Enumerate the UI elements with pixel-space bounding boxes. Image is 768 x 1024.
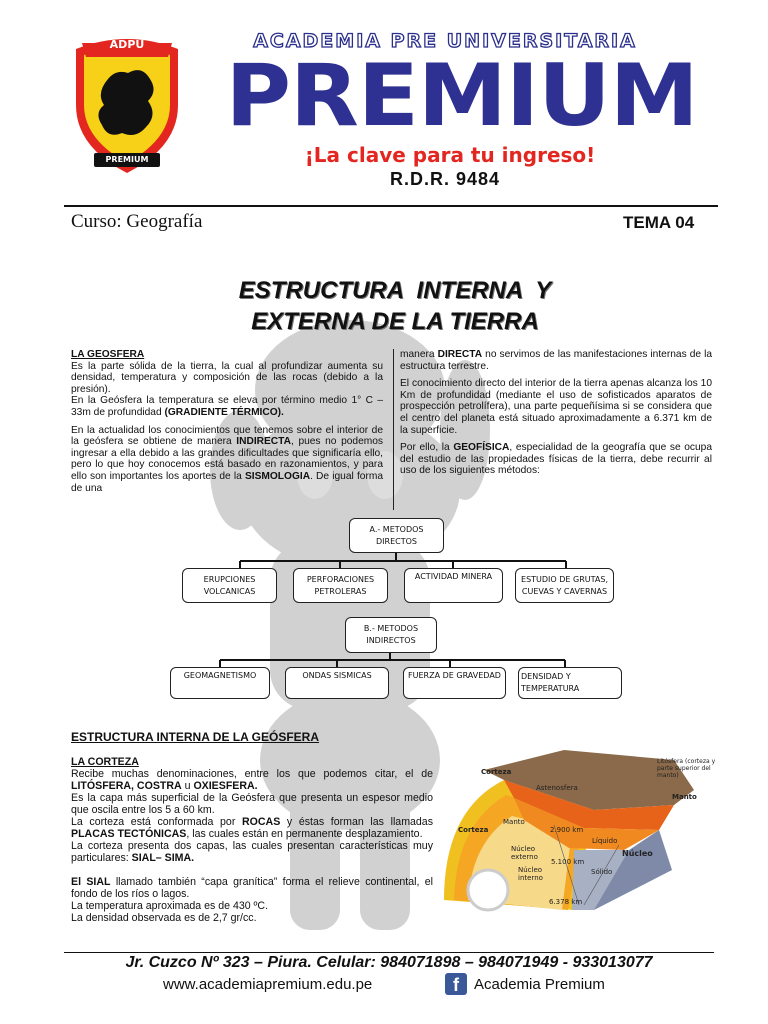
title-line-2: EXTERNA DE LA TIERRA — [251, 308, 539, 335]
adpu-shield-logo — [72, 35, 182, 175]
course-label: Curso: Geografía — [71, 211, 203, 232]
label-depth-5100: 5.100 km — [551, 858, 585, 866]
facebook-page-link[interactable]: Academia Premium — [474, 976, 605, 993]
rocas-term: ROCAS — [242, 816, 281, 828]
title-line-1: ESTRUCTURA INTERNA Y — [238, 277, 552, 304]
sial-term: El SIAL — [71, 876, 111, 888]
label-nucleo-externo: Núcleo externo — [511, 845, 538, 861]
c4-text-a: La corteza presenta dos capas, las cuales presentan características muy particulares: — [71, 840, 433, 864]
c3-text-c: y éstas forman las llamadas — [280, 816, 433, 828]
geosfera-p1: Es la parte sólida de la tierra, la cual al profundizar aumenta su densidad, temperatura y composición de las rocas (debido a la presión). — [71, 360, 383, 395]
geosfera-heading: LA GEOSFERA — [71, 349, 145, 360]
c1-text: Recibe muchas denominaciones, entre los que podemos citar, el de — [71, 768, 433, 780]
label-depth-6378: 6.378 km — [549, 898, 583, 906]
right-p3 — [400, 442, 712, 477]
p3-text-c: , pues no podemos ingresar a ella debido a las grandes dificultades que significaría ello, pero lo que hoy conocemos está basado en razonamientos, y para ello son importantes los aportes de la — [71, 436, 383, 482]
c1-u: u — [181, 780, 194, 792]
label-litosfera: Litósfera (corteza y parte superior del manto) — [657, 758, 716, 779]
corteza-p5 — [71, 876, 433, 900]
brand-title: PREMIUM — [225, 46, 698, 146]
indirect-methods-title: B.- METODOS INDIRECTOS — [345, 617, 437, 653]
right-column — [400, 349, 712, 483]
rp3-text-a: Por ello, la — [400, 442, 454, 454]
website-link[interactable]: www.academiapremium.edu.pe — [163, 976, 373, 993]
costra-term: COSTRA — [136, 780, 182, 792]
topic-number: TEMA 04 — [623, 213, 695, 232]
rp1-text-c: no servimos de las manifestaciones internas de la estructura terrestre. — [400, 349, 712, 372]
corteza-p6: La temperatura aproximada es de 430 ºC. — [71, 900, 269, 912]
direct-method-caves: ESTUDIO DE GRUTAS, CUEVAS Y CAVERNAS — [515, 568, 614, 603]
indirect-method-density: DENSIDAD Y TEMPERATURA — [518, 667, 622, 699]
direct-method-drilling: PERFORACIONES PETROLERAS — [293, 568, 388, 603]
label-liquido: Líquido — [592, 837, 618, 845]
geosfera-p2 — [71, 395, 383, 418]
corteza-heading: LA CORTEZA — [71, 756, 139, 768]
label-nucleo: Núcleo — [622, 849, 653, 858]
p3-text-e: . De igual forma de una — [71, 470, 383, 494]
indirect-method-seismic-waves: ONDAS SISMICAS — [285, 667, 389, 699]
academia-subtitle: ACADEMIA PRE UNIVERSITARIA — [253, 30, 637, 52]
sismologia-term: SISMOLOGIA — [244, 470, 311, 482]
footer-divider — [64, 952, 714, 953]
placas-term: PLACAS TECTÓNICAS — [71, 828, 187, 840]
geosfera-p3 — [71, 425, 383, 495]
rp1-text-a: manera — [400, 349, 438, 360]
label-corteza-top: Corteza — [481, 768, 512, 776]
c3-text-e: , las cuales están en permanente desplazamiento. — [186, 828, 423, 840]
shield-top-text: ADPU — [109, 38, 145, 51]
p3-text-a: En la actualidad los conocimientos que tenemos sobre el interior de la geósfera se obtiene de manera — [71, 424, 383, 448]
corteza-p3 — [71, 816, 433, 840]
label-manto-right: Manto — [672, 793, 697, 801]
litosfera-term: LITÓSFERA — [71, 780, 132, 792]
label-astenosfera: Astenosfera — [536, 784, 578, 792]
directa-term: DIRECTA — [437, 349, 483, 360]
indirect-method-geomagnetism: GEOMAGNETISMO — [170, 667, 270, 699]
corteza-p2: Es la capa más superficial de la Geósfera que presenta un espesor medio que oscila entre los 5 a 60 km. — [71, 792, 433, 816]
page-title — [150, 275, 640, 337]
sial-sima-term: SIAL– SIMA — [131, 852, 192, 864]
corteza-p7: La densidad observada es de 2,7 gr/cc. — [71, 912, 257, 924]
gradiente-termico: (GRADIENTE TÉRMICO). — [164, 406, 284, 418]
section-title: ESTRUCTURA INTERNA DE LA GEÓSFERA — [71, 730, 320, 744]
direct-methods-title: A.- METODOS DIRECTOS — [349, 518, 444, 553]
column-divider — [393, 349, 394, 510]
c4-dot: . — [191, 852, 195, 864]
indirect-method-gravity: FUERZA DE GRAVEDAD — [403, 667, 506, 699]
c3-text-a: La corteza está conformada por — [71, 816, 242, 828]
rp3-text-c: , especialidad de la geografía que se ocupa del estudio de las propiedades físicas de la tierra, debe recurrir al uso de los siguientes métodos: — [400, 442, 712, 477]
corteza-p4 — [71, 840, 433, 864]
label-depth-2900: 2.900 km — [550, 826, 584, 834]
oxiesfera-term: OXIESFERA. — [193, 780, 258, 792]
right-p1 — [400, 349, 712, 372]
footer-address: Jr. Cuzco Nº 323 – Piura. Celular: 984071898 – 984071949 - 933013077 — [125, 954, 653, 971]
left-column — [71, 349, 383, 500]
c1-sep: , — [131, 780, 137, 792]
geofisica-term: GEOFÍSICA — [453, 442, 510, 454]
indirecta-term: INDIRECTA — [236, 436, 291, 448]
facebook-icon[interactable]: f — [445, 973, 467, 995]
slogan: ¡La clave para tu ingreso! — [304, 143, 596, 167]
p2-text: En la Geósfera la temperatura se eleva por término medio 1° C – 33m de profundidad — [71, 395, 383, 418]
shield-bottom-text: PREMIUM — [105, 155, 149, 164]
header-divider — [64, 205, 718, 207]
right-p2: El conocimiento directo del interior de la tierra apenas alcanza los 10 Km de profundidad (mediante el uso de sofisticados aparatos de prospección petrolífera), una parte pequeñísima si se considera que el centro del planeta está situado aproximadamente a 6.371 km de la superficie. — [400, 378, 712, 436]
direct-method-eruptions: ERUPCIONES VOLCANICAS — [182, 568, 277, 603]
c5-text: llamado también “capa granítica” forma el relieve continental, el fondo de los ríos o lagos. — [71, 876, 433, 900]
label-corteza-left: Corteza — [458, 826, 489, 834]
label-solido: Sólido — [591, 868, 613, 876]
label-nucleo-interno: Núcleo interno — [518, 866, 543, 882]
resolution-code: R.D.R. 9484 — [389, 169, 501, 189]
direct-method-mining: ACTIVIDAD MINERA — [404, 568, 503, 603]
corteza-p1 — [71, 768, 433, 792]
label-manto-inner: Manto — [503, 818, 525, 826]
corteza-text — [71, 756, 433, 924]
